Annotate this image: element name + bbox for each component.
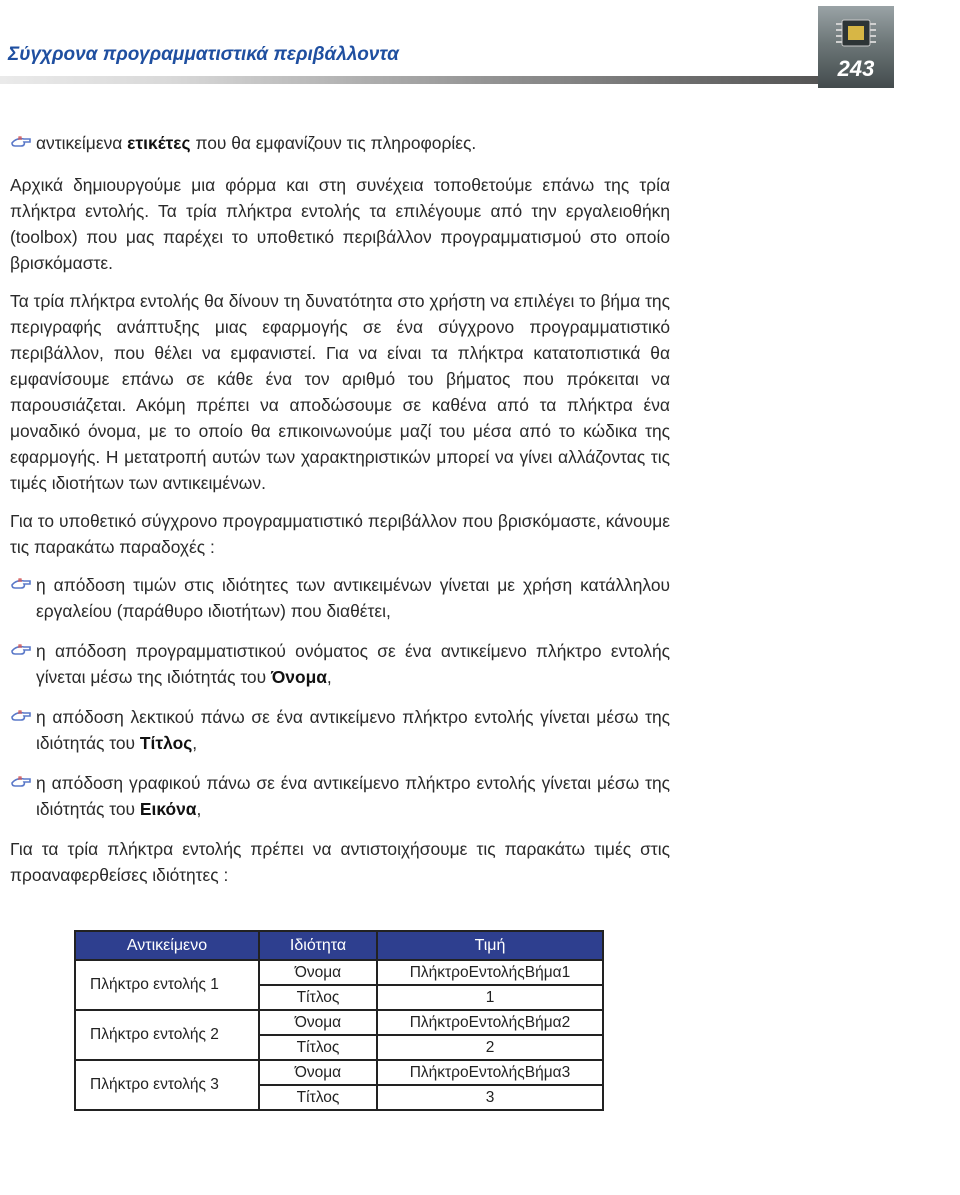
page-number-box	[818, 6, 894, 88]
page-body	[10, 130, 670, 900]
hand-pointer-icon	[10, 640, 32, 660]
bullet-text-post: ,	[326, 667, 332, 687]
column-header-object: Αντικείμενο	[75, 931, 259, 960]
hand-pointer-icon	[10, 132, 32, 152]
bullet-text-pre: αντικείμενα	[36, 133, 128, 153]
bullet-text-bold: Τίτλος	[139, 733, 193, 753]
bullet-text-bold: ετικέτες	[127, 133, 191, 153]
list-item	[10, 572, 670, 624]
column-header-value: Τιμή	[377, 931, 603, 960]
table-header-row	[75, 931, 603, 960]
bullet-text-pre: η απόδοση γραφικού πάνω σε ένα αντικείμενο πλήκτρο εντολής γίνεται μέσω της ιδιότητάς του	[36, 773, 670, 819]
value-cell: ΠλήκτροΕντολήςΒήμα3	[377, 1060, 603, 1085]
property-cell: Όνομα	[259, 1010, 377, 1035]
hand-pointer-icon	[10, 574, 32, 594]
property-cell: Τίτλος	[259, 985, 377, 1010]
header-rule	[0, 76, 850, 84]
hand-pointer-icon	[10, 706, 32, 726]
paragraph-table-intro: Για τα τρία πλήκτρα εντολής πρέπει να αντιστοιχήσουμε τις παρακάτω τιμές στις προαναφερθείσες ιδιότητες :	[10, 839, 670, 885]
bullet-text-bold: Όνομα	[270, 667, 327, 687]
list-item	[10, 770, 670, 822]
page-number: 243	[837, 56, 875, 81]
bullet-text-post: ,	[192, 733, 198, 753]
hand-pointer-icon	[10, 772, 32, 792]
bullet-text-post: ,	[196, 799, 202, 819]
value-cell: 1	[377, 985, 603, 1010]
bullet-text-pre: η απόδοση προγραμματιστικού ονόματος σε ένα αντικείμενο πλήκτρο εντολής γίνεται μέσω της ιδιότητάς του	[36, 641, 670, 687]
properties-table	[74, 930, 604, 1111]
paragraph-assumptions: Για το υποθετικό σύγχρονο προγραμματιστικό περιβάλλον που βρισκόμαστε, κάνουμε τις παρακάτω παραδοχές :	[10, 511, 670, 557]
value-cell: 2	[377, 1035, 603, 1060]
bullet-text-post: που θα εμφανίζουν τις πληροφορίες.	[190, 133, 477, 153]
bullet-text-bold: Εικόνα	[139, 799, 197, 819]
object-cell: Πλήκτρο εντολής 3	[75, 1060, 259, 1110]
bullet-text-pre: η απόδοση τιμών στις ιδιότητες των αντικειμένων γίνεται με χρήση κατάλληλου εργαλείου (παράθυρο ιδιοτήτων) που διαθέτει,	[36, 575, 670, 621]
column-header-property: Ιδιότητα	[259, 931, 377, 960]
value-cell: 3	[377, 1085, 603, 1110]
property-cell: Όνομα	[259, 960, 377, 985]
property-cell: Τίτλος	[259, 1085, 377, 1110]
property-cell: Τίτλος	[259, 1035, 377, 1060]
list-item	[10, 130, 670, 156]
bullet-text-pre: η απόδοση λεκτικού πάνω σε ένα αντικείμενο πλήκτρο εντολής γίνεται μέσω της ιδιότητάς του	[36, 707, 670, 753]
object-cell: Πλήκτρο εντολής 1	[75, 960, 259, 1010]
paragraph-buttons: Τα τρία πλήκτρα εντολής θα δίνουν τη δυνατότητα στο χρήστη να επιλέγει το βήμα της περιγραφής ανάπτυξης μιας εφαρμογής σε ένα σύγχρονο προγραμματιστικό περιβάλλον, που θέλει να εμφανιστεί. Για να είναι τα πλήκτρα κατατοπιστικά θα εμφανίσουμε επάνω σε κάθε ένα τον αριθμό του βήματος που πρόκειται να παρουσιάζεται. Ακόμη πρέπει να αποδώσουμε σε καθένα από τα πλήκτρα ένα μοναδικό όνομα, με το οποίο θα επικοινωνούμε μαζί του μέσα από το κώδικα της εφαρμογής. Η μετατροπή αυτών των χαρακτηριστικών μπορεί να γίνει αλλάζοντας τις τιμές ιδιοτήτων των αντικειμένων.	[10, 291, 670, 493]
value-cell: ΠλήκτροΕντολήςΒήμα2	[377, 1010, 603, 1035]
table-row	[75, 1010, 603, 1035]
object-cell: Πλήκτρο εντολής 2	[75, 1010, 259, 1060]
chapter-title: Σύγχρονα προγραμματιστικά περιβάλλοντα	[8, 44, 399, 65]
table-row	[75, 960, 603, 985]
page-header	[0, 0, 960, 95]
list-item	[10, 638, 670, 690]
paragraph-intro: Αρχικά δημιουργούμε μια φόρμα και στη συνέχεια τοποθετούμε επάνω της τρία πλήκτρα εντολής. Τα τρία πλήκτρα εντολής τα επιλέγουμε από την εργαλειοθήκη (toolbox) που μας παρέχει το υποθετικό περιβάλλον προγραμματισμού στο οποίο βρισκόμαστε.	[10, 175, 670, 273]
property-cell: Όνομα	[259, 1060, 377, 1085]
table-row	[75, 1060, 603, 1085]
list-item	[10, 704, 670, 756]
value-cell: ΠλήκτροΕντολήςΒήμα1	[377, 960, 603, 985]
properties-table-container	[74, 930, 604, 1111]
chip-icon	[834, 14, 878, 54]
